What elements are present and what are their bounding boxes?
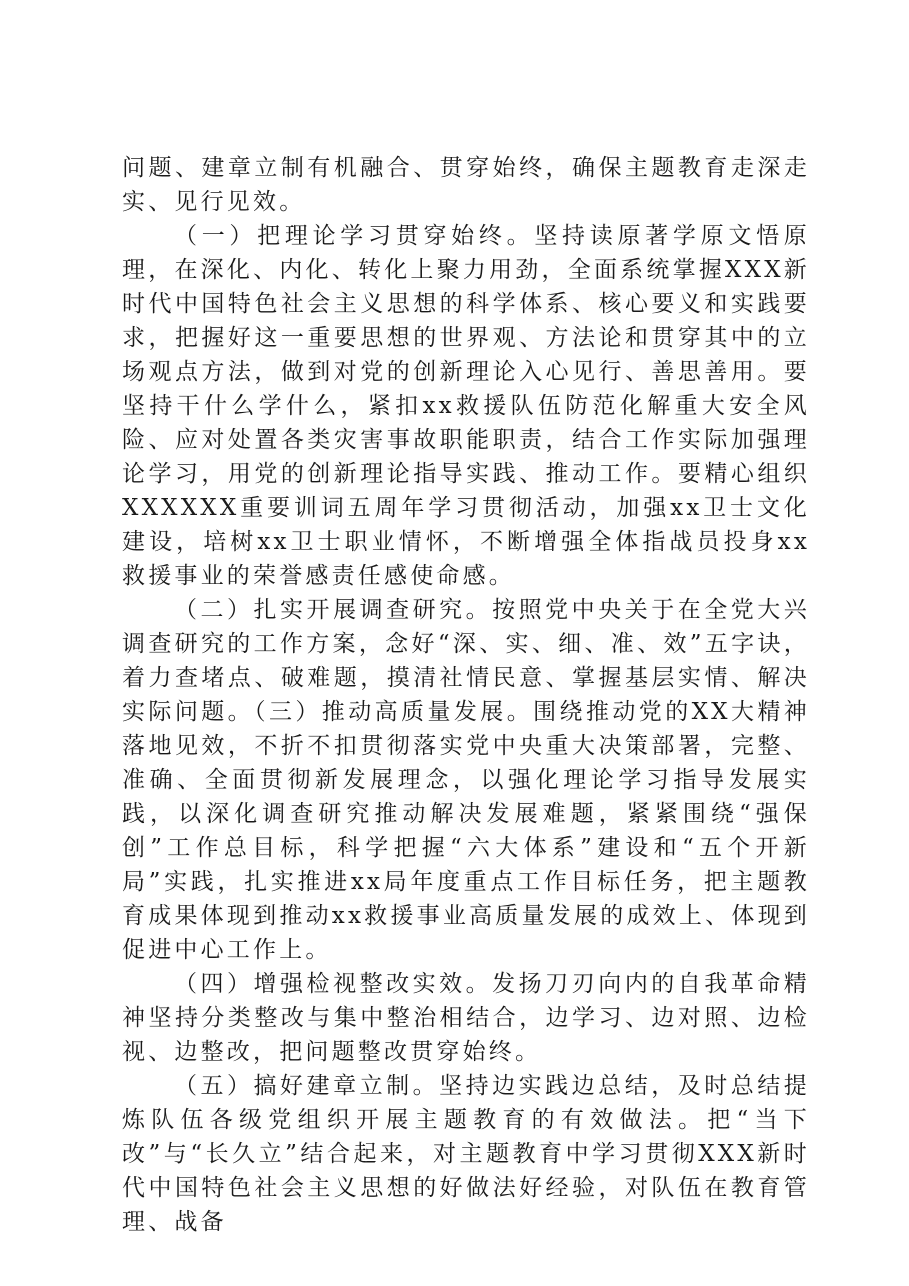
- paragraph-section-5: （五）搞好建章立制。坚持边实践边总结，及时总结提炼队伍各级党组织开展主题教育的有效做法。把“当下改”与“长久立”结合起来，对主题教育中学习贯彻XXX新时代中国特色社会主义思想的好做法好经验，对队伍在教育管理、战备: [122, 1073, 810, 1235]
- paragraph-continuation: 问题、建章立制有机融合、贯穿始终，确保主题教育走深走实、见行见效。: [122, 155, 810, 215]
- paragraph-section-1: （一）把理论学习贯穿始终。坚持读原著学原文悟原理，在深化、内化、转化上聚力用劲，全面系统掌握XXX新时代中国特色社会主义思想的科学体系、核心要义和实践要求，把握好这一重要思想的世界观、方法论和贯穿其中的立场观点方法，做到对党的创新理论入心见行、善思善用。要坚持干什么学什么，紧扣xx救援队伍防范化解重大安全风险、应对处置各类灾害事故职能职责，结合工作实际加强理论学习，用党的创新理论指导实践、推动工作。要精心组织XXXXXX重要训词五周年学习贯彻活动，加强xx卫士文化建设，培树xx卫士职业情怀，不断增强全体指战员投身xx救援事业的荣誉感责任感使命感。: [122, 223, 810, 589]
- document-body: [122, 151, 810, 1239]
- paragraph-section-4: （四）增强检视整改实效。发扬刀刃向内的自我革命精神坚持分类整改与集中整治相结合，边学习、边对照、边检视、边整改，把问题整改贯穿始终。: [122, 971, 810, 1065]
- paragraph-section-2-3: （二）扎实开展调查研究。按照党中央关于在全党大兴调查研究的工作方案，念好“深、实、细、准、效”五字诀，着力查堵点、破难题，摸清社情民意、掌握基层实情、解决实际问题。（三）推动高质量发展。围绕推动党的XX大精神落地见效，不折不扣贯彻落实党中央重大决策部署，完整、准确、全面贯彻新发展理念，以强化理论学习指导发展实践，以深化调查研究推动解决发展难题，紧紧围绕“强保创”工作总目标，科学把握“六大体系”建设和“五个开新局”实践，扎实推进xx局年度重点工作目标任务，把主题教育成果体现到推动xx救援事业高质量发展的成效上、体现到促进中心工作上。: [122, 597, 810, 963]
